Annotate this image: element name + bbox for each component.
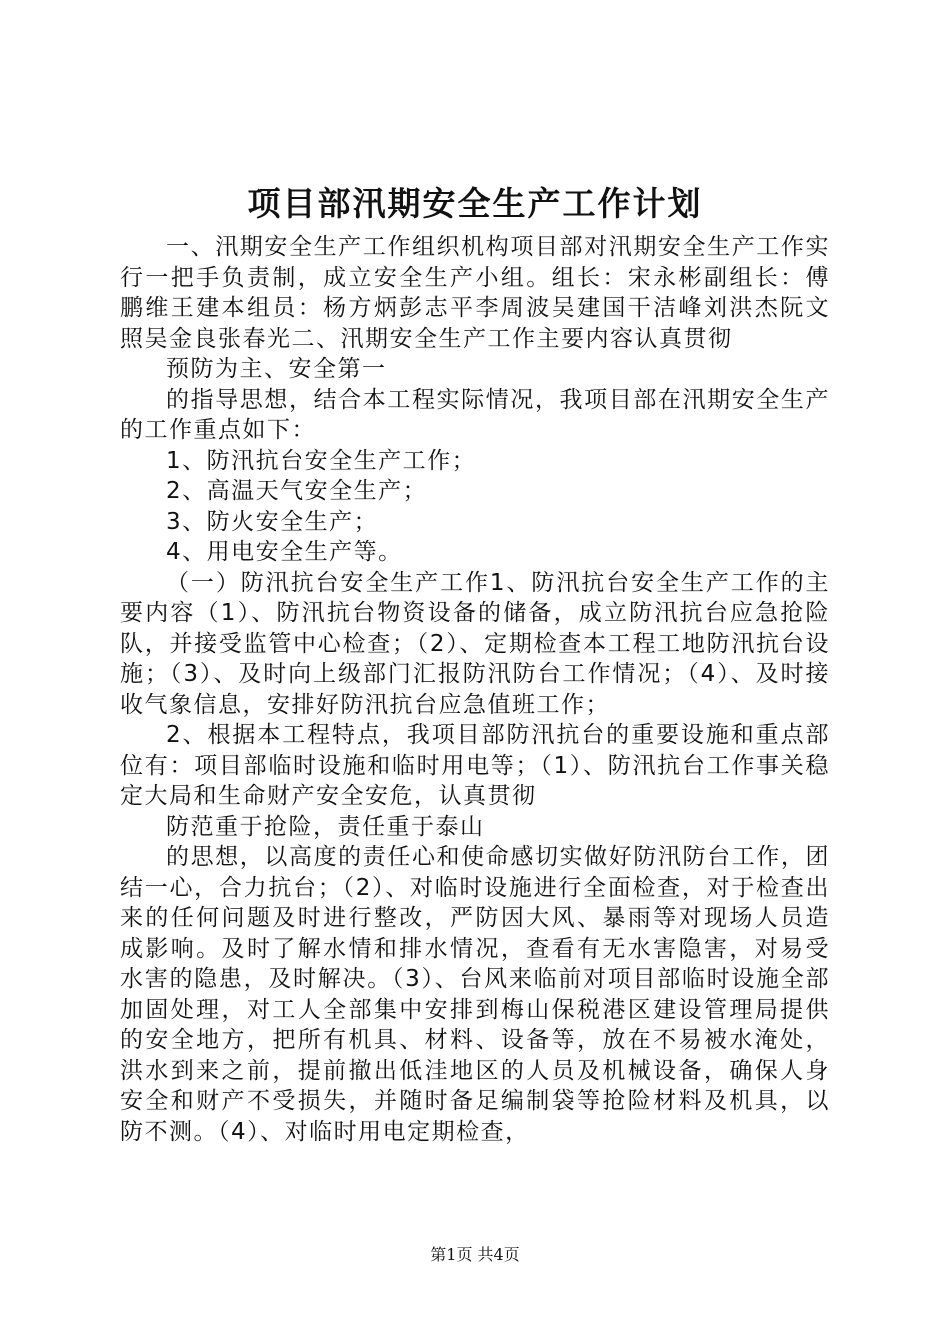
paragraph: 的思想，以高度的责任心和使命感切实做好防汛防台工作，团结一心，合力抗台；（2）、对临时设施进行全面检查，对于检查出来的任何问题及时进行整改，严防因大风、暴雨等对现场人员造成影响。及时了解水情和排水情况，查看有无水害隐害，对易受水害的隐患，及时解决。（3）、台风来临前对项目部临时设施全部加固处理，对工人全部集中安排到梅山保税港区建设管理局提供的安全地方，把所有机具、材料、设备等，放在不易被水淹处，洪水到来之前，提前撤出低洼地区的人员及机械设备，确保人身安全和财产不受损失，并随时备足编制袋等抢险材料及机具，以防不测。（4）、对临时用电定期检查， — [120, 844, 830, 1145]
paragraph: 4、用电安全生产等。 — [166, 539, 403, 565]
paragraph: 2、根据本工程特点，我项目部防汛抗台的重要设施和重点部位有：项目部临时设施和临时用电等；（1）、防汛抗台工作事关稳定大局和生命财产安全安危，认真贯彻 — [120, 722, 830, 809]
paragraph: 3、防火安全生产； — [166, 508, 379, 535]
paragraph: 1、防汛抗台安全生产工作； — [166, 447, 477, 474]
paragraph: 预防为主、安全第一 — [166, 356, 387, 382]
paragraph: 防范重于抢险，责任重于泰山 — [166, 813, 485, 840]
page-footer: 第1页 共4页 — [430, 1245, 520, 1264]
paragraph: 2、高温天气安全生产； — [166, 478, 428, 504]
paragraph: 一、汛期安全生产工作组织机构项目部对汛期安全生产工作实行一把手负责制，成立安全生产小组。组长：宋永彬副组长：傅鹏维王建本组员：杨方炳彭志平李周波吴建国干洁峰刘洪杰阮文照吴金良张春光二、汛期安全生产工作主要内容认真贯彻 — [120, 234, 830, 352]
document-title: 项目部汛期安全生产工作计划 — [247, 184, 703, 223]
paragraph: 的指导思想，结合本工程实际情况，我项目部在汛期安全生产的工作重点如下： — [120, 386, 830, 443]
document-body — [120, 232, 830, 1147]
paragraph: （一）防汛抗台安全生产工作1、防汛抗台安全生产工作的主要内容（1）、防汛抗台物资设备的储备，成立防汛抗台应急抢险队，并接受监管中心检查；（2）、定期检查本工程工地防汛抗台设施；（3）、及时向上级部门汇报防汛防台工作情况；（4）、及时接收气象信息，安排好防汛抗台应急值班工作； — [120, 569, 830, 718]
